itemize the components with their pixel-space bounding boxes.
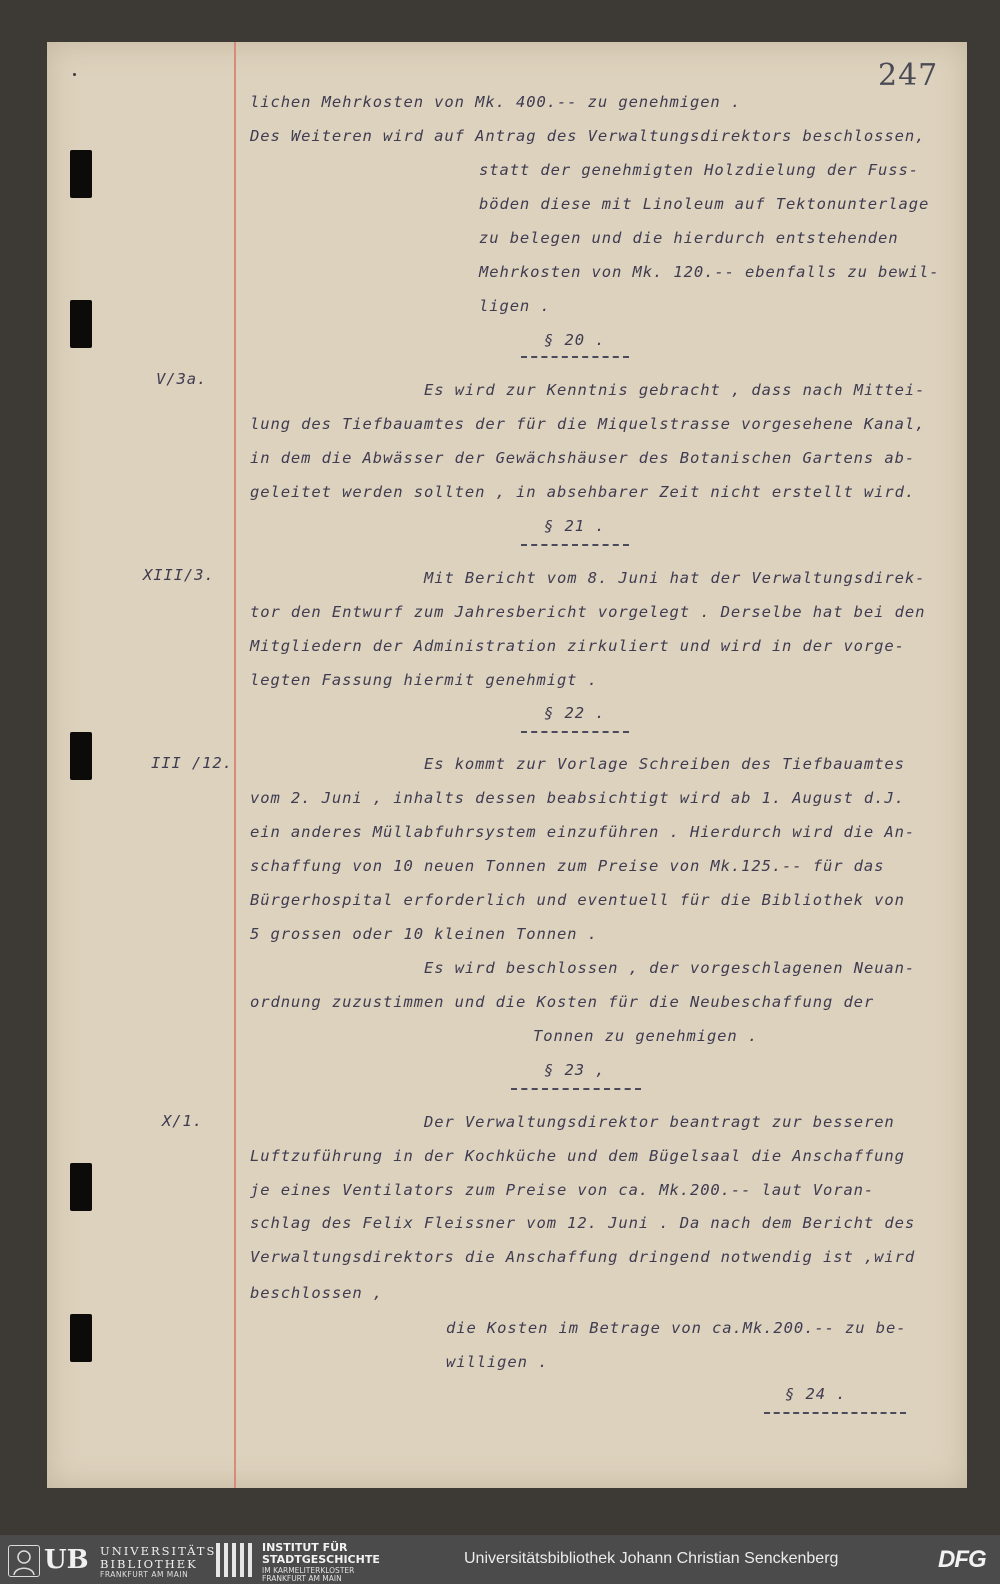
text-line: Verwaltungsdirektors die Anschaffung dringend notwendig ist ,wird (250, 1248, 916, 1266)
text-line: tor den Entwurf zum Jahresbericht vorgelegt . Derselbe hat bei den (250, 603, 926, 621)
section-heading: § 23 , (544, 1061, 606, 1079)
text-line: Es wird beschlossen , der vorgeschlagenen Neuan- (424, 959, 916, 977)
columns-icon (214, 1543, 252, 1577)
isg-sub-line: IM KARMELITERKLOSTER (262, 1566, 355, 1575)
text-line: zu belegen und die hierdurch entstehenden (479, 229, 899, 247)
text-line: Es kommt zur Vorlage Schreiben des Tiefbauamtes (424, 755, 905, 773)
paper-speck (73, 73, 76, 76)
text-line: Der Verwaltungsdirektor beantragt zur besseren (424, 1113, 895, 1131)
text-line: Es wird zur Kenntnis gebracht , dass nach Mittei- (424, 381, 926, 399)
margin-note: V/3a. (156, 370, 208, 388)
isg-name-line: INSTITUT FÜR (262, 1541, 348, 1554)
text-line: je eines Ventilators zum Preise von ca. Mk.200.-- laut Voran- (250, 1181, 875, 1199)
text-line: willigen . (446, 1353, 549, 1371)
text-line: legten Fassung hiermit genehmigt . (250, 671, 598, 689)
ub-city-line: FRANKFURT AM MAIN (100, 1570, 189, 1579)
section-heading: § 20 . (544, 331, 606, 349)
punch-hole (70, 150, 92, 198)
isg-sub-line: FRANKFURT AM MAIN (262, 1574, 342, 1583)
text-line: lung des Tiefbauamtes der für die Miquelstrasse vorgesehene Kanal, (250, 415, 926, 433)
text-line: beschlossen , (250, 1284, 384, 1302)
section-underline (521, 731, 629, 733)
footer-library-name: Universitätsbibliothek Johann Christian Senckenberg (464, 1550, 839, 1567)
section-underline (764, 1412, 906, 1414)
text-line: 5 grossen oder 10 kleinen Tonnen . (250, 925, 598, 943)
section-heading: § 24 . (785, 1385, 847, 1403)
section-underline (521, 356, 629, 358)
punch-hole (70, 300, 92, 348)
text-line: Des Weiteren wird auf Antrag des Verwaltungsdirektors beschlossen, (250, 127, 926, 145)
footer-bar (0, 1535, 1000, 1584)
text-line: statt der genehmigten Holzdielung der Fuss- (479, 161, 919, 179)
punch-hole (70, 1314, 92, 1362)
isg-logo[interactable] (214, 1541, 414, 1583)
text-line: Luftzuführung in der Kochküche und dem Bügelsaal die Anschaffung (250, 1147, 905, 1165)
text-line: vom 2. Juni , inhalts dessen beabsichtigt wird ab 1. August d.J. (250, 789, 905, 807)
text-line: in dem die Abwässer der Gewächshäuser des Botanischen Gartens ab- (250, 449, 916, 467)
text-line: lichen Mehrkosten von Mk. 400.-- zu genehmigen . (250, 93, 742, 111)
ub-logo[interactable] (8, 1541, 217, 1579)
section-heading: § 22 . (544, 704, 606, 722)
text-line: Mitgliedern der Administration zirkuliert und wird in der vorge- (250, 637, 905, 655)
page-number: 247 (878, 58, 939, 93)
text-line: Bürgerhospital erforderlich und eventuell für die Bibliothek von (250, 891, 905, 909)
punch-hole (70, 732, 92, 780)
margin-note: X/1. (162, 1112, 203, 1130)
text-line: geleitet werden sollten , in absehbarer Zeit nicht erstellt wird. (250, 483, 916, 501)
section-underline (521, 544, 629, 546)
section-heading: § 21 . (544, 517, 606, 535)
text-line: Mehrkosten von Mk. 120.-- ebenfalls zu bewil- (479, 263, 940, 281)
margin-note: XIII/3. (143, 566, 215, 584)
text-line: schlag des Felix Fleissner vom 12. Juni . Da nach dem Bericht des (250, 1214, 916, 1232)
dfg-logo[interactable]: DFG (938, 1546, 986, 1573)
text-line: schaffung von 10 neuen Tonnen zum Preise von Mk.125.-- für das (250, 857, 885, 875)
ub-name-line: BIBLIOTHEK (100, 1557, 198, 1571)
text-line: die Kosten im Betrage von ca.Mk.200.-- zu be- (446, 1319, 907, 1337)
margin-note: III /12. (151, 754, 233, 772)
text-line: ligen . (479, 297, 551, 315)
text-line: böden diese mit Linoleum auf Tektonunterlage (479, 195, 930, 213)
text-line: ein anderes Müllabfuhrsystem einzuführen . Hierdurch wird die An- (250, 823, 916, 841)
isg-name-line: STADTGESCHICHTE (262, 1553, 380, 1566)
text-line: Mit Bericht vom 8. Juni hat der Verwaltungsdirek- (424, 569, 926, 587)
punch-hole (70, 1163, 92, 1211)
margin-rule (234, 42, 236, 1488)
ub-name-line: UNIVERSITÄTS (100, 1544, 217, 1558)
text-line: ordnung zuzustimmen und die Kosten für die Neubeschaffung der (250, 993, 875, 1011)
ub-letters: UB (44, 1545, 89, 1575)
section-underline (511, 1088, 641, 1090)
portrait-icon (8, 1545, 40, 1577)
text-line: Tonnen zu genehmigen . (533, 1027, 759, 1045)
